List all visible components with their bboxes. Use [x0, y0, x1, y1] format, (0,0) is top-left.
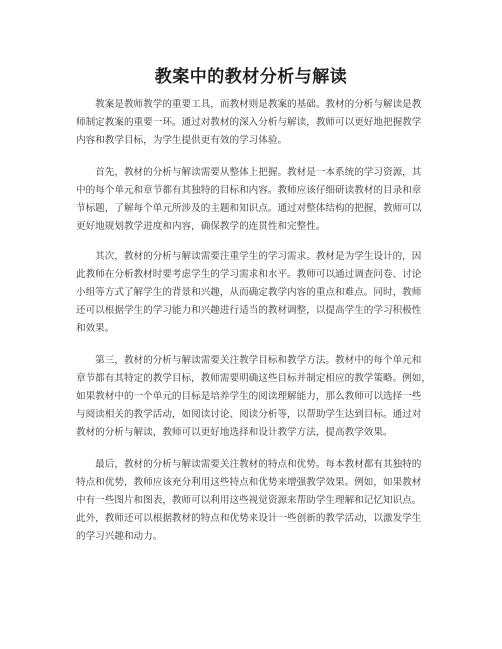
paragraph-third [76, 352, 431, 442]
text-line: 首先，教材的分析与解读需要从整体上把握。教材是一本系统的学习资源，其 [76, 167, 422, 178]
text-line: 节标题，了解每个单元所涉及的主题和知识点。通过对整体结构的把握，教师可以 [76, 203, 422, 214]
text-line: 此外，教师还可以根据教材的特点和优势来设计一些创新的教学活动，以激发学生 [76, 513, 422, 524]
text-line: 教材的分析与解读，教师可以更好地选择和设计教学方法，提高教学效果。 [76, 427, 393, 438]
text-line: 的学习兴趣和动力。 [76, 531, 163, 542]
text-line: 小组等方式了解学生的背景和兴趣，从而确定教学内容的重点和难点。同时，教师 [76, 287, 422, 298]
text-line: 如果教材中的一个单元的目标是培养学生的阅读理解能力，那么教师可以选择一些 [76, 391, 422, 402]
text-line: 最后，教材的分析与解读需要关注教材的特点和优势。每本教材都有其独特的 [76, 459, 422, 470]
text-line: 中有一些图片和图表，教师可以利用这些视觉资源来帮助学生理解和记忆知识点。 [76, 495, 422, 506]
paragraph-second [76, 248, 428, 338]
text-line: 中的每个单元和章节都有其独特的目标和内容。教师应该仔细研读教材的目录和章 [76, 185, 422, 196]
paragraph-first [76, 164, 428, 236]
text-line: 师制定教案的重要一环。通过对教材的深入分析与解读，教师可以更好地把握教学 [76, 117, 422, 128]
text-line: 第三，教材的分析与解读需要关注教学目标和教学方法。教材中的每个单元和 [76, 355, 422, 366]
text-line: 特点和优势，教师应该充分利用这些特点和优势来增强教学效果。例如，如果教材 [76, 477, 422, 488]
text-line: 内容和教学目标，为学生提供更有效的学习体验。 [76, 135, 288, 146]
text-line: 教案是教师教学的重要工具，而教材则是教案的基础。教材的分析与解读是教 [76, 99, 422, 110]
paragraph-last [76, 456, 428, 546]
text-line: 章节都有其特定的教学目标，教师需要明确这些目标并制定相应的教学策略。例如， [76, 373, 431, 384]
paragraph-intro [76, 96, 428, 150]
text-line: 与阅读相关的教学活动，如阅读讨论、阅读分析等，以帮助学生达到目标。通过对 [76, 409, 422, 420]
document-title: 教案中的教材分析与解读 [154, 67, 348, 87]
text-line: 其次，教材的分析与解读需要注重学生的学习需求。教材是为学生设计的，因 [76, 251, 422, 262]
text-line: 更好地规划教学进度和内容，确保教学的连贯性和完整性。 [76, 221, 326, 232]
text-line: 和效果。 [76, 323, 115, 334]
text-line: 还可以根据学生的学习能力和兴趣进行适当的教材调整，以提高学生的学习积极性 [76, 305, 422, 316]
text-line: 此教师在分析教材时要考虑学生的学习需求和水平。教师可以通过调查问卷、讨论 [76, 269, 422, 280]
